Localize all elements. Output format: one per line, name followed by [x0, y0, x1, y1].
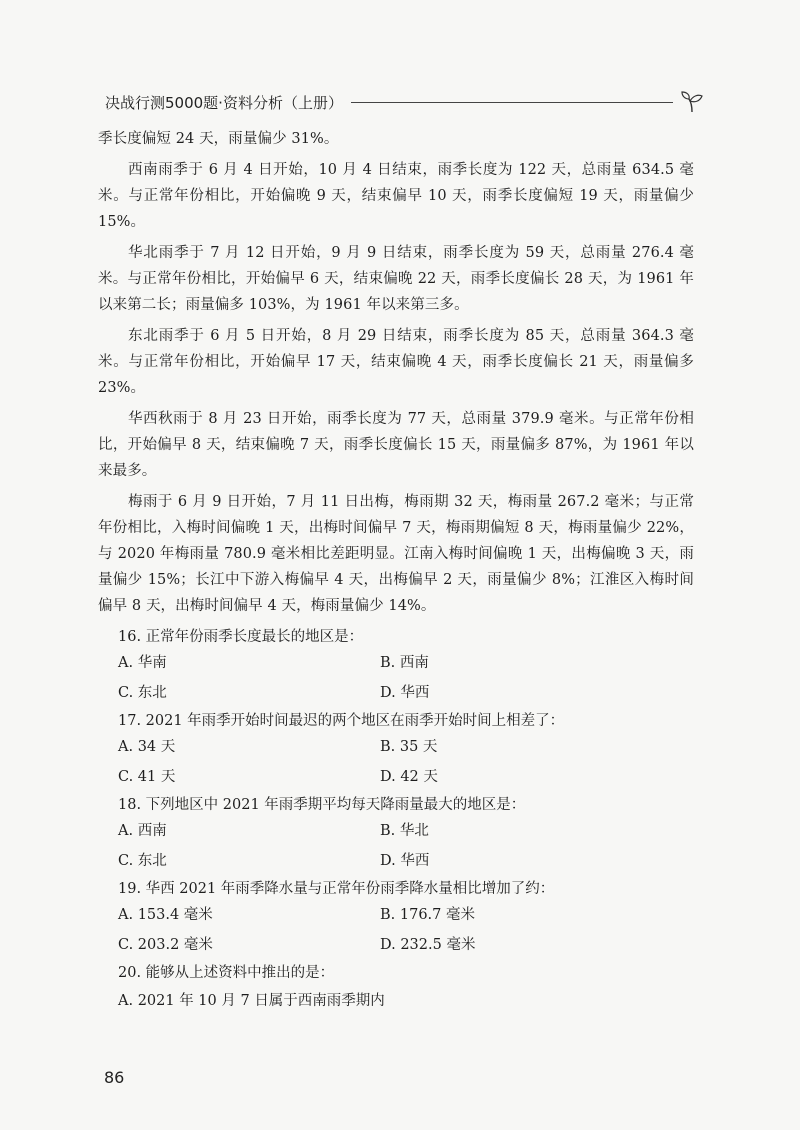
paragraph-west-china-autumn: 华西秋雨于 8 月 23 日开始，雨季长度为 77 天，总雨量 379.9 毫米。与正常年份相比，开始偏早 8 天，结束偏晚 7 天，雨季长度偏长 15 天，雨量偏多 87%，为 1961 年以来最多。	[98, 411, 694, 479]
question-stem: 19. 华西 2021 年雨季降水量与正常年份雨季降水量相比增加了约：	[118, 881, 555, 897]
question-options	[118, 650, 694, 706]
option-a: A. 西南	[118, 823, 167, 839]
option-d: D. 华西	[380, 685, 430, 701]
header-title: 决战行测5000题·资料分析（上册）	[105, 93, 343, 112]
option-a: A. 34 天	[118, 739, 176, 755]
option-a: A. 华南	[118, 655, 167, 671]
question-18	[98, 792, 694, 874]
question-19	[98, 876, 694, 958]
question-stem: 18. 下列地区中 2021 年雨季期平均每天降雨量最大的地区是：	[118, 797, 526, 813]
question-stem: 16. 正常年份雨季长度最长的地区是：	[118, 629, 364, 645]
question-options	[118, 902, 694, 958]
option-b: B. 176.7 毫米	[380, 907, 475, 923]
paragraph-continued: 季长度偏短 24 天，雨量偏少 31%。	[98, 131, 339, 147]
question-options	[118, 818, 694, 874]
option-d: D. 42 天	[380, 769, 438, 785]
option-c: C. 41 天	[118, 769, 176, 785]
sprout-icon	[679, 90, 705, 114]
option-d: D. 华西	[380, 853, 430, 869]
question-stem: 20. 能够从上述资料中推出的是：	[118, 965, 335, 981]
header-rule	[351, 102, 673, 103]
question-20	[98, 960, 694, 1014]
paragraph-north-china: 华北雨季于 7 月 12 日开始，9 月 9 日结束，雨季长度为 59 天，总雨量 276.4 毫米。与正常年份相比，开始偏早 6 天，结束偏晚 22 天，雨季长度偏长 28 天，为 1961 年以来第二长；雨量偏多 103%，为 1961 年以来第三多。	[98, 245, 694, 313]
question-options	[118, 734, 694, 790]
question-16	[98, 624, 694, 706]
option-c: C. 东北	[118, 685, 167, 701]
option-b: B. 西南	[380, 655, 429, 671]
option-b: B. 35 天	[380, 739, 438, 755]
paragraph-southwest: 西南雨季于 6 月 4 日开始，10 月 4 日结束，雨季长度为 122 天，总雨量 634.5 毫米。与正常年份相比，开始偏晚 9 天，结束偏早 10 天，雨季长度偏短 19 天，雨量偏少 15%。	[98, 162, 694, 230]
page-content	[98, 126, 694, 1014]
option-c: C. 203.2 毫米	[118, 937, 213, 953]
question-17	[98, 708, 694, 790]
option-b: B. 华北	[380, 823, 429, 839]
running-header	[105, 90, 705, 114]
option-a: A. 2021 年 10 月 7 日属于西南雨季期内	[118, 993, 385, 1009]
paragraph-northeast: 东北雨季于 6 月 5 日开始，8 月 29 日结束，雨季长度为 85 天，总雨量 364.3 毫米。与正常年份相比，开始偏早 17 天，结束偏晚 4 天，雨季长度偏长 21 天，雨量偏多 23%。	[98, 328, 694, 396]
page-number: 86	[104, 1068, 125, 1087]
option-c: C. 东北	[118, 853, 167, 869]
option-d: D. 232.5 毫米	[380, 937, 476, 953]
option-a: A. 153.4 毫米	[118, 907, 213, 923]
question-stem: 17. 2021 年雨季开始时间最迟的两个地区在雨季开始时间上相差了：	[118, 713, 565, 729]
paragraph-meiyu: 梅雨于 6 月 9 日开始，7 月 11 日出梅，梅雨期 32 天，梅雨量 267.2 毫米；与正常年份相比，入梅时间偏晚 1 天，出梅时间偏早 7 天，梅雨期偏短 8 天，梅雨量偏少 22%，与 2020 年梅雨量 780.9 毫米相比差距明显。江南入梅时间偏晚 1 天，出梅偏晚 3 天，雨量偏少 15%；长江中下游入梅偏早 4 天，出梅偏早 2 天，雨量偏少 8%；江淮区入梅时间偏早 8 天，出梅时间偏早 4 天，梅雨量偏少 14%。	[98, 494, 694, 614]
